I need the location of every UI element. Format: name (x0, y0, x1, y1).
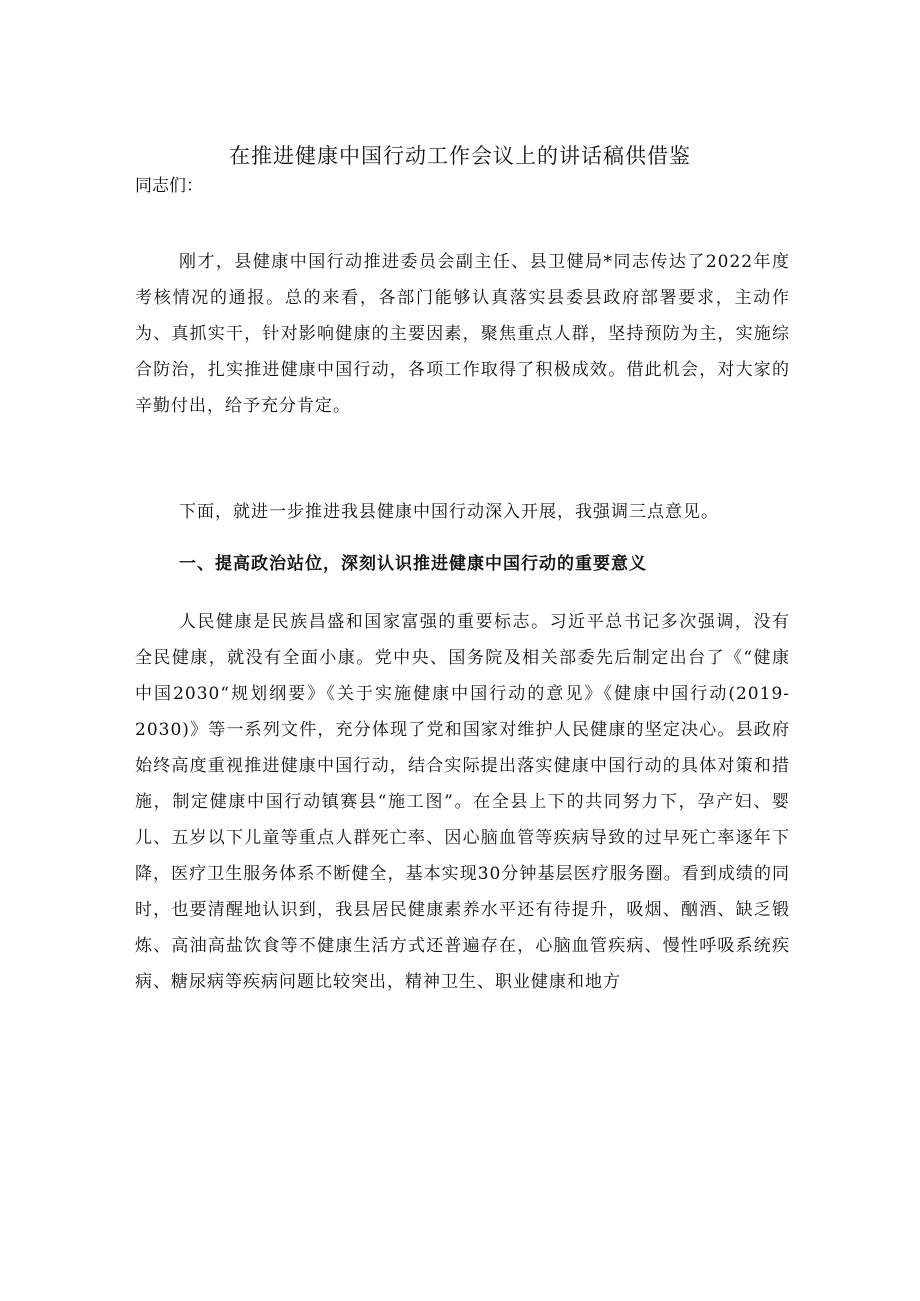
paragraph-1: 刚才，县健康中国行动推进委员会副主任、县卫健局*同志传达了2022年度考核情况的通报。总的来看，各部门能够认真落实县委县政府部署要求，主动作为、真抓实干，针对影响健康的主要因素，聚焦重点人群，坚持预防为主，实施综合防治，扎实推进健康中国行动，各项工作取得了积极成效。借此机会，对大家的辛勤付出，给予充分肯定。 (135, 252, 790, 416)
paragraph-2: 下面，就进一步推进我县健康中国行动深入开展，我强调三点意见。 (179, 502, 719, 522)
section-paragraph: 人民健康是民族昌盛和国家富强的重要标志。习近平总书记多次强调，没有全民健康，就没有全面小康。党中央、国务院及相关部委先后制定出台了《“健康中国2030“规划纲要》《关于实施健康中国行动的意见》《健康中国行动(2019-2030)》等一系列文件，充分体现了党和国家对维护人民健康的坚定决心。县政府始终高度重视推进健康中国行动，结合实际提出落实健康中国行动的具体对策和措施，制定健康中国行动镇赛县“施工图”。在全县上下的共同努力下，孕产妇、婴儿、五岁以下儿童等重点人群死亡率、因心脑血管等疾病导致的过早死亡率逐年下降，医疗卫生服务体系不断健全，基本实现30分钟基层医疗服务圈。看到成绩的同时，也要清醒地认识到，我县居民健康素养水平还有待提升，吸烟、酗酒、缺乏锻炼、高油高盐饮食等不健康生活方式还普遍存在，心脑血管疾病、慢性呼吸系统疾病、糖尿病等疾病问题比较突出，精神卫生、职业健康和地方 (135, 612, 790, 992)
section-heading: 一、提高政治站位，深刻认识推进健康中国行动的重要意义 (179, 554, 647, 574)
document-title: 在推进健康中国行动工作会议上的讲话稿供借鉴 (229, 144, 691, 168)
salutation: 同志们： (135, 176, 203, 196)
